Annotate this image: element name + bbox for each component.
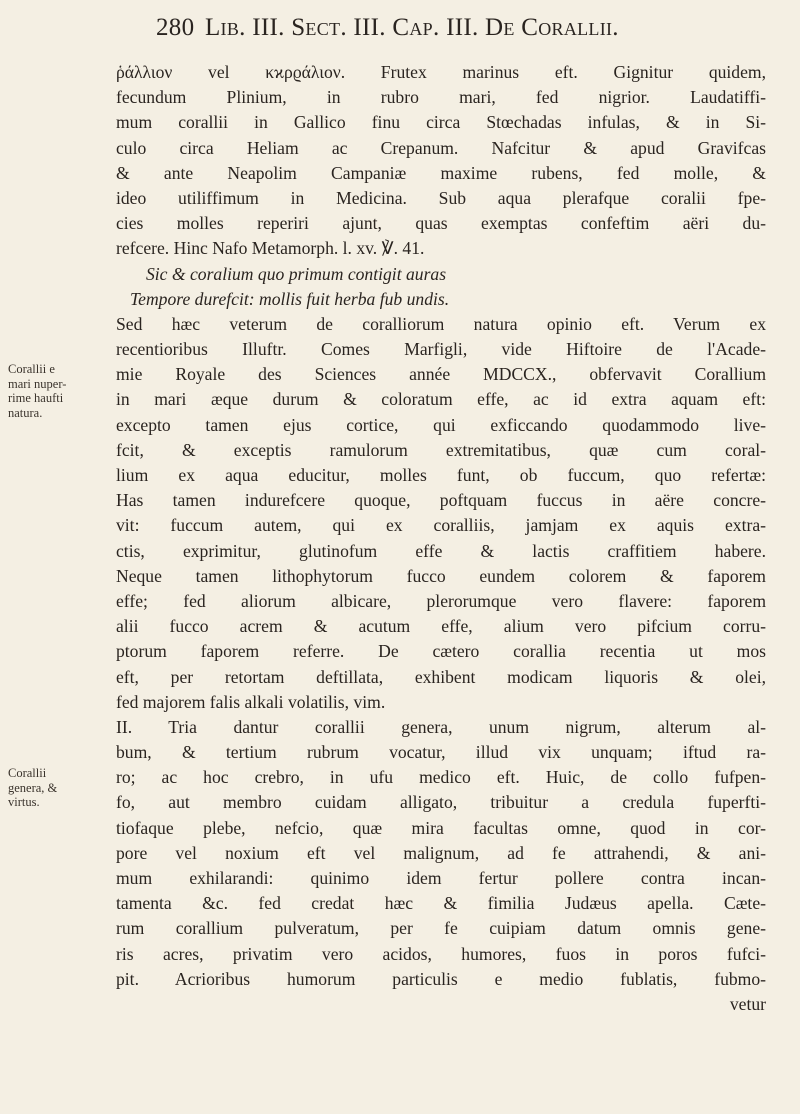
text-line: ris acres, privatim vero acidos, humores, fuos in poros fufci-	[116, 943, 766, 964]
text-line: bum, & tertium rubrum vocatur, illud vix unquam; iftud ra-	[116, 742, 766, 763]
text-line: mum corallii in Gallico finu circa Stœchadas infulas, & in Si-	[116, 112, 766, 133]
page-number: 280	[156, 14, 195, 41]
running-head-title: Lib. III. Sect. III. Cap. III. De Corallii.	[204, 14, 619, 41]
verse-line: Tempore durefcit: mollis fuit herba fub undis.	[130, 288, 450, 309]
margin-note-line: Corallii e	[8, 362, 55, 376]
text-line: mie Royale des Sciences année MDCCX., obfervavit Corallium	[116, 364, 766, 385]
margin-note-line: genera, &	[8, 780, 58, 795]
catchword: vetur	[729, 993, 766, 1014]
text-line: culo circa Heliam ac Crepanum. Nafcitur & apud Gravifcas	[116, 137, 766, 158]
text-line: rum corallium pulveratum, per fe cuipiam datum omnis gene-	[116, 918, 766, 939]
text-line: mum exhilarandi: quinimo idem fertur pollere contra incan-	[116, 868, 766, 888]
text-line: fo, aut membro cuidam alligato, tribuitur a credula fuperfti-	[116, 792, 766, 813]
margin-note-line: rime haufti	[8, 391, 64, 405]
body-text	[116, 60, 766, 1017]
margin-note-line: Corallii	[8, 766, 47, 780]
text-line: refcere. Hinc Nafo Metamorph. l. xv. ℣. 41.	[116, 238, 425, 259]
text-line: & ante Neapolim Campaniæ maxime rubens, fed molle, &	[116, 162, 766, 183]
text-line: fcit, & exceptis ramulorum extremitatibus, quæ cum coral-	[116, 439, 766, 460]
margin-note-line: natura.	[8, 405, 43, 420]
text-line: Sed hæc veterum de coralliorum natura opinio eft. Verum ex	[116, 313, 766, 334]
text-line: ῥάλλιον vel κϰρϱάλιον. Frutex marinus eft. Gignitur quidem,	[116, 62, 766, 82]
text-line: ideo utiliffimum in Medicina. Sub aqua plerafque coralii fpe-	[116, 187, 766, 208]
text-line: II. Tria dantur corallii genera, unum nigrum, alterum al-	[116, 716, 766, 737]
text-line: eft, per retortam deftillata, exhibent modicam liquoris & olei,	[116, 666, 766, 687]
text-line: ctis, exprimitur, glutinofum effe & lactis craffitiem habere.	[116, 540, 766, 561]
text-line: cies molles reperiri ajunt, quas exemptas confeftim aëri du-	[116, 213, 766, 234]
text-line: recentioribus Illuftr. Comes Marfigli, vide Hiftoire de l'Acade-	[116, 339, 766, 360]
text-line: effe; fed aliorum albicare, plerorumque vero flavere: faporem	[116, 590, 766, 611]
text-line: tamenta &c. fed credat hæc & fimilia Judæus apella. Cæte-	[116, 893, 766, 914]
verse-line: Sic & coralium quo primum contigit auras	[146, 263, 447, 284]
margin-note-genera	[8, 766, 94, 810]
text-line: Neque tamen lithophytorum fucco eundem colorem & faporem	[116, 565, 766, 586]
margin-note-natura	[8, 362, 94, 420]
text-line: fecundum Plinium, in rubro mari, fed nigrior. Laudatiffi-	[116, 87, 766, 108]
text-line: Has tamen indurefcere quoque, poftquam fuccus in aëre concre-	[116, 490, 766, 511]
running-header	[156, 14, 766, 42]
text-line: vit: fuccum autem, qui ex coralliis, jamjam ex aquis extra-	[116, 515, 766, 536]
text-line: tiofaque plebe, nefcio, quæ mira facultas omne, quod in cor-	[116, 817, 766, 838]
text-line: lium ex aqua educitur, molles funt, ob fuccum, quo refertæ:	[116, 465, 766, 485]
margin-note-line: virtus.	[8, 795, 40, 809]
text-line: fed majorem falis alkali volatilis, vim.	[116, 691, 386, 712]
text-line: pit. Acrioribus humorum particulis e medio fublatis, fubmo-	[116, 968, 766, 989]
text-line: pore vel noxium eft vel malignum, ad fe attrahendi, & ani-	[116, 842, 766, 863]
text-line: ro; ac hoc crebro, in ufu medico eft. Huic, de collo fufpen-	[116, 767, 766, 788]
text-line: in mari æque durum & coloratum effe, ac id extra aquam eft:	[116, 389, 766, 410]
margin-note-line: mari nuper-	[8, 376, 67, 391]
text-line: ptorum faporem referre. De cætero corallia recentia ut mos	[116, 641, 766, 662]
text-line: excepto tamen ejus cortice, qui exficcando quodammodo live-	[116, 414, 766, 435]
text-line: alii fucco acrem & acutum effe, alium vero pifcium corru-	[116, 616, 766, 637]
